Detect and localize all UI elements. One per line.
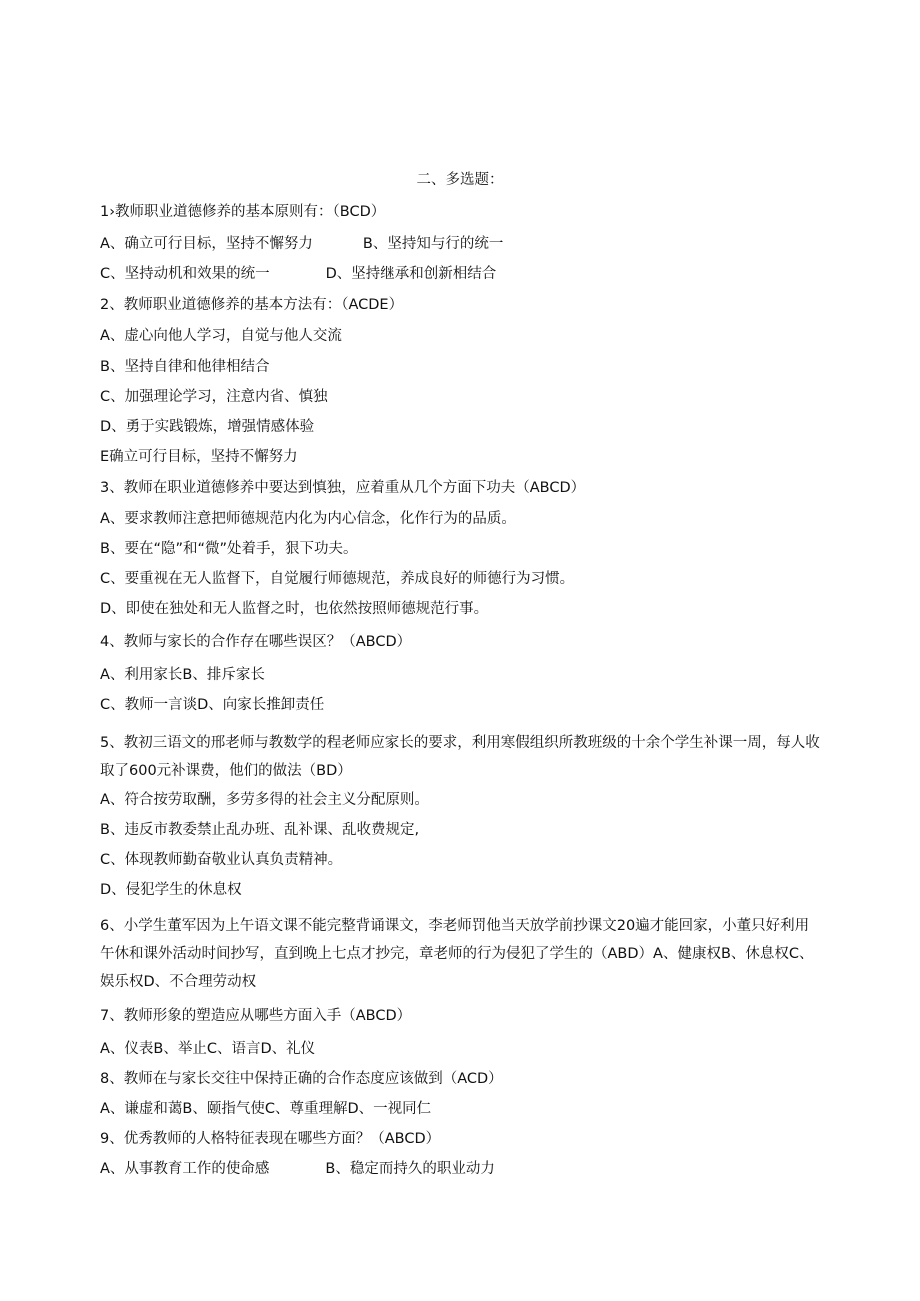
q8-options: A、谦虚和蔼B、颐指气使C、尊重理解D、一视同仁 bbox=[100, 1101, 432, 1117]
q1-stem: 1›教师职业道德修养的基本原则有：（BCD） bbox=[100, 204, 386, 220]
q1-options-row2 bbox=[100, 264, 496, 284]
q3-option-a: A、要求教师注意把师德规范内化为内心信念，化作行为的品质。 bbox=[100, 511, 516, 527]
q2-option-d: D、勇于实践锻炼，增强情感体验 bbox=[100, 419, 315, 435]
q5-stem: 5、教初三语文的邢老师与教数学的程老师应家长的要求，利用寒假组织所教班级的十余个学生补课一周，每人收取了600元补课费，他们的做法（BD） bbox=[100, 735, 820, 779]
q2-option-e: E确立可行目标，坚持不懈努力 bbox=[100, 449, 298, 465]
q5-option-c: C、体现教师勤奋敬业认真负责精神。 bbox=[100, 852, 343, 868]
q9-option-a: A、从事教育工作的使命感 bbox=[100, 1161, 270, 1177]
q4-options-row2: C、教师一言谈D、向家长推卸责任 bbox=[100, 697, 325, 713]
q2-stem: 2、教师职业道德修养的基本方法有：（ACDE） bbox=[100, 297, 404, 313]
q1-option-c: C、坚持动机和效果的统一 bbox=[100, 266, 270, 282]
q9-option-b: B、稳定而持久的职业动力 bbox=[325, 1161, 495, 1177]
q4-options-row1: A、利用家长B、排斥家长 bbox=[100, 667, 265, 683]
q9-stem: 9、优秀教师的人格特征表现在哪些方面？（ABCD） bbox=[100, 1131, 441, 1147]
q1-option-d: D、坚持继承和创新相结合 bbox=[325, 266, 497, 282]
q3-option-b: B、要在“隐”和“微”处着手，狠下功夫。 bbox=[100, 541, 358, 557]
q3-stem: 3、教师在职业道德修养中要达到慎独，应着重从几个方面下功夫（ABCD） bbox=[100, 480, 586, 496]
q7-options: A、仪表B、举止C、语言D、礼仪 bbox=[100, 1041, 316, 1057]
q5-option-a: A、符合按劳取酬，多劳多得的社会主义分配原则。 bbox=[100, 792, 429, 808]
q1-option-a: A、确立可行目标，坚持不懈努力 bbox=[100, 236, 313, 252]
q9-options-row1 bbox=[100, 1159, 495, 1179]
q8-stem: 8、教师在与家长交往中保持正确的合作态度应该做到（ACD） bbox=[100, 1071, 503, 1087]
q2-option-b: B、坚持自律和他律相结合 bbox=[100, 359, 270, 375]
q4-stem: 4、教师与家长的合作存在哪些误区？（ABCD） bbox=[100, 634, 412, 650]
q5-option-d: D、侵犯学生的休息权 bbox=[100, 882, 242, 898]
q6-text: 6、小学生董军因为上午语文课不能完整背诵课文，李老师罚他当天放学前抄课文20遍才能回家，小董只好利用午休和课外活动时间抄写，直到晚上七点才抄完，章老师的行为侵犯了学生的（ABD）A、健康权B、休息权C、娱乐权D、不合理劳动权 bbox=[100, 918, 814, 990]
q2-option-a: A、虚心向他人学习，自觉与他人交流 bbox=[100, 328, 342, 344]
q1-options-row1 bbox=[100, 234, 503, 254]
q7-stem: 7、教师形象的塑造应从哪些方面入手（ABCD） bbox=[100, 1008, 412, 1024]
q2-option-c: C、加强理论学习，注意内省、慎独 bbox=[100, 389, 328, 405]
q1-option-b: B、坚持知与行的统一 bbox=[362, 236, 504, 252]
q3-option-d: D、即使在独处和无人监督之时，也依然按照师德规范行事。 bbox=[100, 601, 489, 617]
section-title: 二、多选题： bbox=[416, 172, 504, 188]
q5-option-b: B、违反市教委禁止乱办班、乱补课、乱收费规定, bbox=[100, 822, 420, 838]
q3-option-c: C、要重视在无人监督下，自觉履行师德规范，养成良好的师德行为习惯。 bbox=[100, 571, 575, 587]
